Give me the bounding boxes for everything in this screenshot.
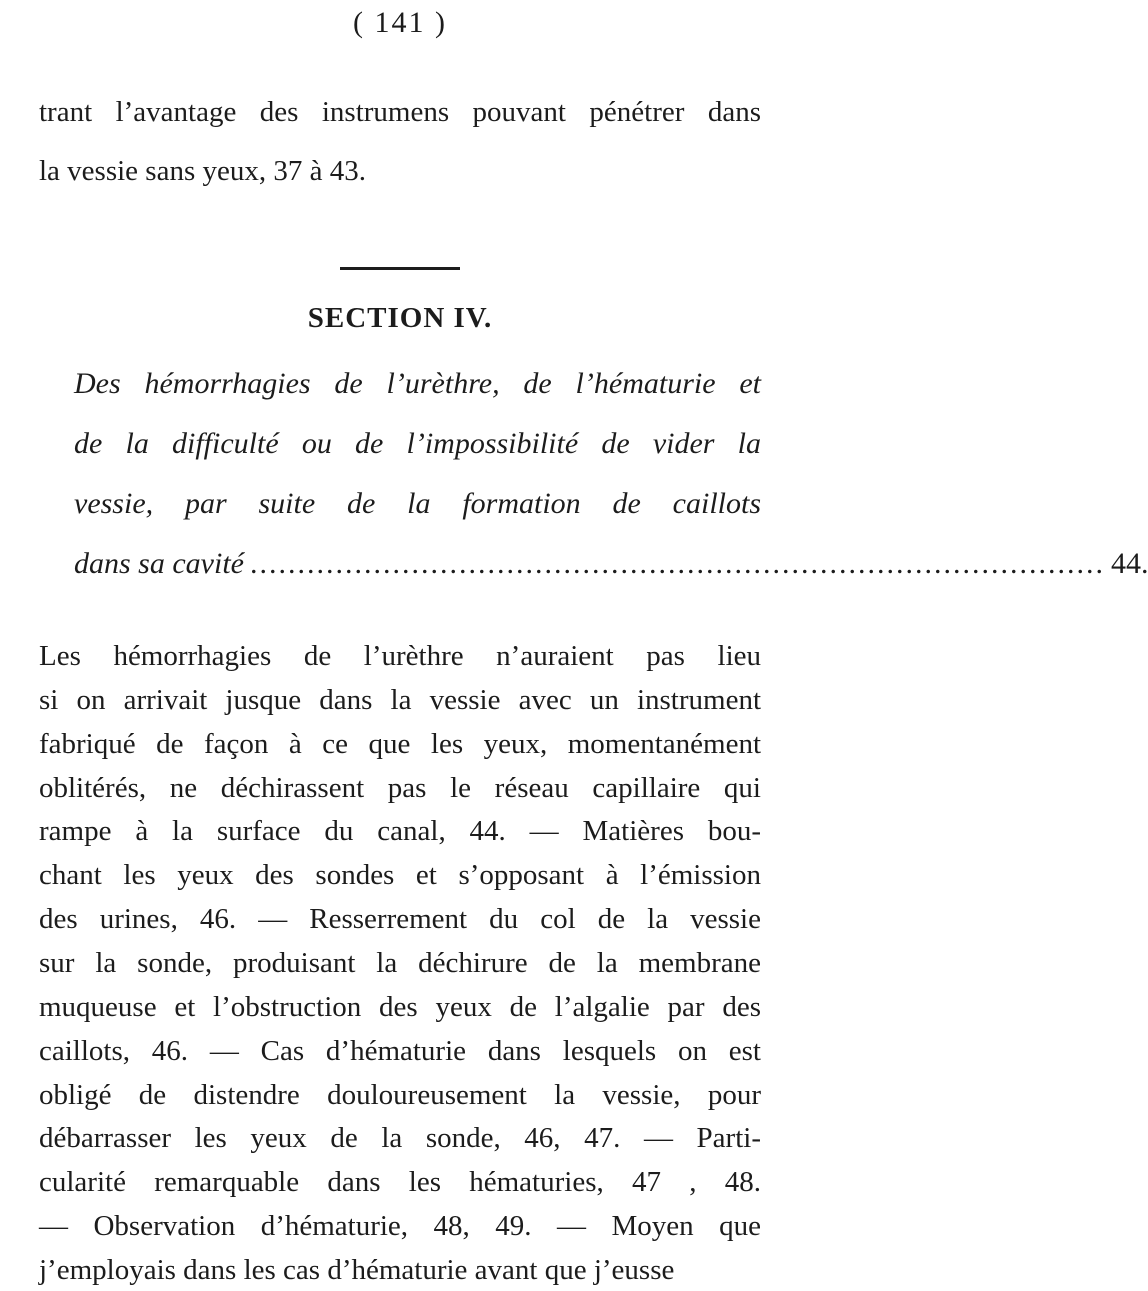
body-line-10: caillots, 46. — Cas d’hématurie dans lesquels on est bbox=[39, 1035, 761, 1067]
intro-line-1: trant l’avantage des instrumens pouvant pénétrer dans bbox=[39, 96, 761, 128]
page-number: ( 141 ) bbox=[353, 6, 447, 39]
section-heading: SECTION IV. bbox=[307, 302, 493, 334]
body-line-8: sur la sonde, produisant la déchirure de la membrane bbox=[39, 947, 761, 979]
body-line-13: cularité remarquable dans les hématuries, 47 , 48. bbox=[39, 1166, 761, 1198]
toc-line-2: de la difficulté ou de l’impossibilité de vider la bbox=[74, 427, 761, 460]
body-line-12: débarrasser les yeux de la sonde, 46, 47. — Parti- bbox=[39, 1122, 761, 1154]
toc-page-ref: 44. bbox=[1110, 547, 1148, 580]
body-line-9: muqueuse et l’obstruction des yeux de l’algalie par des bbox=[39, 991, 761, 1023]
body-line-11: obligé de distendre douloureusement la vessie, pour bbox=[39, 1079, 761, 1111]
body-line-6: chant les yeux des sondes et s’opposant à l’émission bbox=[39, 859, 761, 891]
body-line-2: si on arrivait jusque dans la vessie avec un instrument bbox=[39, 684, 761, 716]
toc-line-4 bbox=[74, 546, 1148, 582]
body-line-14: — Observation d’hématurie, 48, 49. — Moyen que bbox=[39, 1210, 761, 1242]
section-divider-rule bbox=[340, 267, 460, 270]
toc-line-3: vessie, par suite de la formation de caillots bbox=[74, 487, 761, 520]
toc-last-text: dans sa cavité bbox=[74, 547, 244, 580]
body-line-5: rampe à la surface du canal, 44. — Matières bou- bbox=[39, 815, 761, 847]
intro-line-2: la vessie sans yeux, 37 à 43. bbox=[39, 155, 366, 187]
body-line-1: Les hémorrhagies de l’urèthre n’auraient pas lieu bbox=[39, 640, 761, 672]
toc-line-1: Des hémorrhagies de l’urèthre, de l’hématurie et bbox=[74, 367, 761, 400]
body-line-4: oblitérés, ne déchirassent pas le réseau capillaire qui bbox=[39, 772, 761, 804]
toc-leader-dots: .......................................................................................... bbox=[249, 547, 1105, 580]
body-line-3: fabriqué de façon à ce que les yeux, momentanément bbox=[39, 728, 761, 760]
body-line-7: des urines, 46. — Resserrement du col de la vessie bbox=[39, 903, 761, 935]
body-line-15: j’employais dans les cas d’hématurie avant que j’eusse bbox=[39, 1254, 675, 1286]
